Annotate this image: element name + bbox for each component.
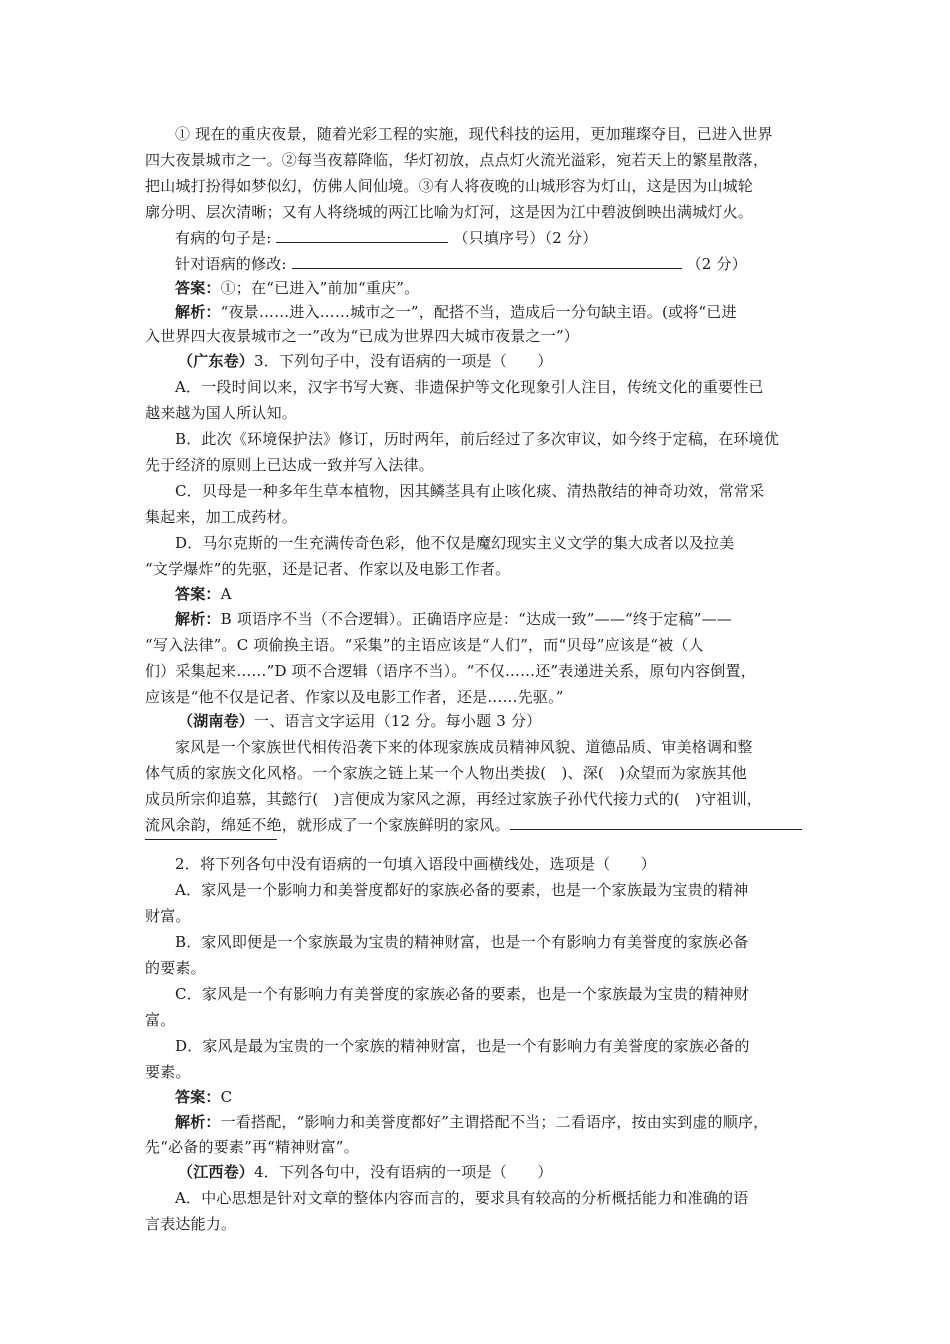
section-heading bbox=[178, 709, 541, 733]
option-c-cont: 集起来，加工成药材。 bbox=[145, 508, 298, 526]
source-label: （江西卷） bbox=[178, 1163, 255, 1181]
option-a-cont: 财富。 bbox=[145, 907, 191, 925]
option-a: A．家风是一个影响力和美誉度都好的家族必备的要素，也是一个家族最为宝贵的精神 bbox=[175, 881, 749, 899]
option-b: B．此次《环境保护法》修订，历时两年，前后经过了多次审议，如今终于定稿，在环境优 bbox=[175, 430, 780, 448]
analysis-line: 先“必备的要素”再“精神财富”。 bbox=[145, 1138, 359, 1156]
analysis-label: 解析： bbox=[175, 1113, 221, 1131]
answer-text: C bbox=[220, 1088, 233, 1106]
analysis-line: “写入法律”。C 项偷换主语。“采集”的主语应该是“人们”，而“贝母”应该是“被（人 bbox=[145, 636, 704, 654]
option-d: D．家风是最为宝贵的一个家族的精神财富，也是一个有影响力有美誉度的家族必备的 bbox=[175, 1037, 750, 1055]
analysis-text: B 项语序不当（不合逻辑）。正确语序应是：“达成一致”——“终于定稿”—— bbox=[220, 610, 732, 628]
analysis-line bbox=[175, 1110, 768, 1134]
passage-line: 廓分明、层次清晰；又有人将绕城的两江比喻为灯河，这是因为江中碧波倒映出满城灯火。 bbox=[145, 203, 754, 221]
answer-line bbox=[175, 276, 419, 300]
passage-line: 把山城打扮得如梦似幻，仿佛人间仙境。③有人将夜晚的山城形容为灯山，这是因为山城轮 bbox=[145, 177, 754, 195]
heading-text: 一、语言文字运用（12 分。每小题 3 分） bbox=[254, 712, 542, 730]
analysis-label: 解析： bbox=[175, 610, 221, 628]
question-label: 有病的句子是: bbox=[175, 229, 272, 247]
source-label: （湖南卷） bbox=[178, 712, 255, 730]
answer-label: 答案： bbox=[175, 1088, 221, 1106]
analysis-text: “夜景……进入……城市之一”，配搭不当，造成后一分句缺主语。(或将“已进 bbox=[220, 303, 737, 321]
source-label: （广东卷） bbox=[178, 352, 255, 370]
analysis-line: 应该是“他不仅是记者、作家以及电影工作者，还是……先驱。” bbox=[145, 688, 564, 706]
stem-text: 4．下列各句中，没有语病的一项是（ ） bbox=[254, 1163, 553, 1181]
answer-text: ①；在“已进入”前加“重庆”。 bbox=[220, 279, 420, 297]
option-c: C．家风是一个有影响力有美誉度的家族必备的要素，也是一个家族最为宝贵的精神财 bbox=[175, 985, 750, 1003]
question-label: 针对语病的修改: bbox=[175, 255, 287, 273]
option-b: B．家风即便是一个家族最为宝贵的精神财富，也是一个有影响力有美誉度的家族必备 bbox=[175, 933, 749, 951]
option-b-cont: 先于经济的原则上已达成一致并写入法律。 bbox=[145, 456, 434, 474]
passage-line bbox=[145, 813, 802, 837]
option-d: D．马尔克斯的一生充满传奇色彩，他不仅是魔幻现实主义文学的集大成者以及拉美 bbox=[175, 534, 735, 552]
option-c: C．贝母是一种多年生草本植物，因其鳞茎具有止咳化痰、清热散结的神奇功效，常常采 bbox=[175, 482, 765, 500]
option-d-cont: “文学爆炸”的先驱，还是记者、作家以及电影工作者。 bbox=[145, 560, 511, 578]
question-stem bbox=[178, 349, 553, 373]
option-d-cont: 要素。 bbox=[145, 1063, 191, 1081]
option-c-cont: 富。 bbox=[145, 1011, 176, 1029]
passage-line: 家风是一个家族世代相传沿袭下来的体现家族成员精神风貌、道德品质、审美格调和整 bbox=[175, 738, 753, 756]
question-sick-sentence bbox=[175, 226, 597, 250]
answer-text: A bbox=[220, 585, 232, 603]
question-stem: 2．将下列各句中没有语病的一句填入语段中画横线处，选项是（ ） bbox=[175, 855, 656, 873]
option-a: A．一段时间以来，汉字书写大赛、非遗保护等文化现象引人注目，传统文化的重要性已 bbox=[175, 378, 764, 396]
passage-line: 体气质的家族文化风格。一个家族之链上某一个人物出类拔( )、深( )众望而为家族其他 bbox=[145, 764, 747, 782]
answer-line bbox=[175, 1085, 232, 1109]
option-a-cont: 言表达能力。 bbox=[145, 1215, 237, 1233]
passage-line: ① 现在的重庆夜景，随着光彩工程的实施，现代科技的运用，更加璀璨夺目，已进入世界 bbox=[175, 125, 773, 143]
answer-blank bbox=[276, 226, 448, 243]
option-a-cont: 越来越为国人所认知。 bbox=[145, 404, 298, 422]
analysis-label: 解析： bbox=[175, 303, 221, 321]
analysis-line bbox=[175, 607, 732, 631]
question-correction bbox=[175, 252, 747, 276]
option-a: A．中心思想是针对文章的整体内容而言的，要求具有较高的分析概括能力和准确的语 bbox=[175, 1189, 749, 1207]
analysis-line: 入世界四大夜景城市之一”改为“已成为世界四大城市夜景之一”） bbox=[145, 327, 580, 345]
passage-line: 成员所宗仰追慕，其懿行( )言便成为家风之源，再经过家族子孙代代接力式的( )守祖训， bbox=[145, 790, 763, 808]
passage-text: 流风余韵，绵延不绝，就形成了一个家族鲜明的家风。 bbox=[145, 816, 510, 834]
fill-blank-cont bbox=[145, 839, 277, 840]
question-stem bbox=[178, 1160, 553, 1184]
analysis-line: 们）采集起来……”D 项不合逻辑（语序不当）。“不仅……还”表递进关系，原句内容倒置， bbox=[145, 662, 756, 680]
passage-line: 四大夜景城市之一。②每当夜幕降临，华灯初放，点点灯火流光溢彩，宛若天上的繁星散落， bbox=[145, 151, 769, 169]
answer-line bbox=[175, 582, 232, 606]
fill-blank bbox=[510, 813, 802, 830]
stem-text: 3．下列句子中，没有语病的一项是（ ） bbox=[254, 352, 553, 370]
answer-label: 答案： bbox=[175, 585, 221, 603]
answer-label: 答案： bbox=[175, 279, 221, 297]
question-note: （2 分） bbox=[686, 255, 747, 273]
answer-blank bbox=[292, 252, 682, 269]
analysis-text: 一看搭配，“影响力和美誉度都好”主谓搭配不当；二看语序，按由实到虚的顺序， bbox=[220, 1113, 769, 1131]
option-b-cont: 的要素。 bbox=[145, 959, 206, 977]
analysis-line bbox=[175, 300, 737, 324]
question-note: （只填序号）（2 分） bbox=[453, 229, 598, 247]
